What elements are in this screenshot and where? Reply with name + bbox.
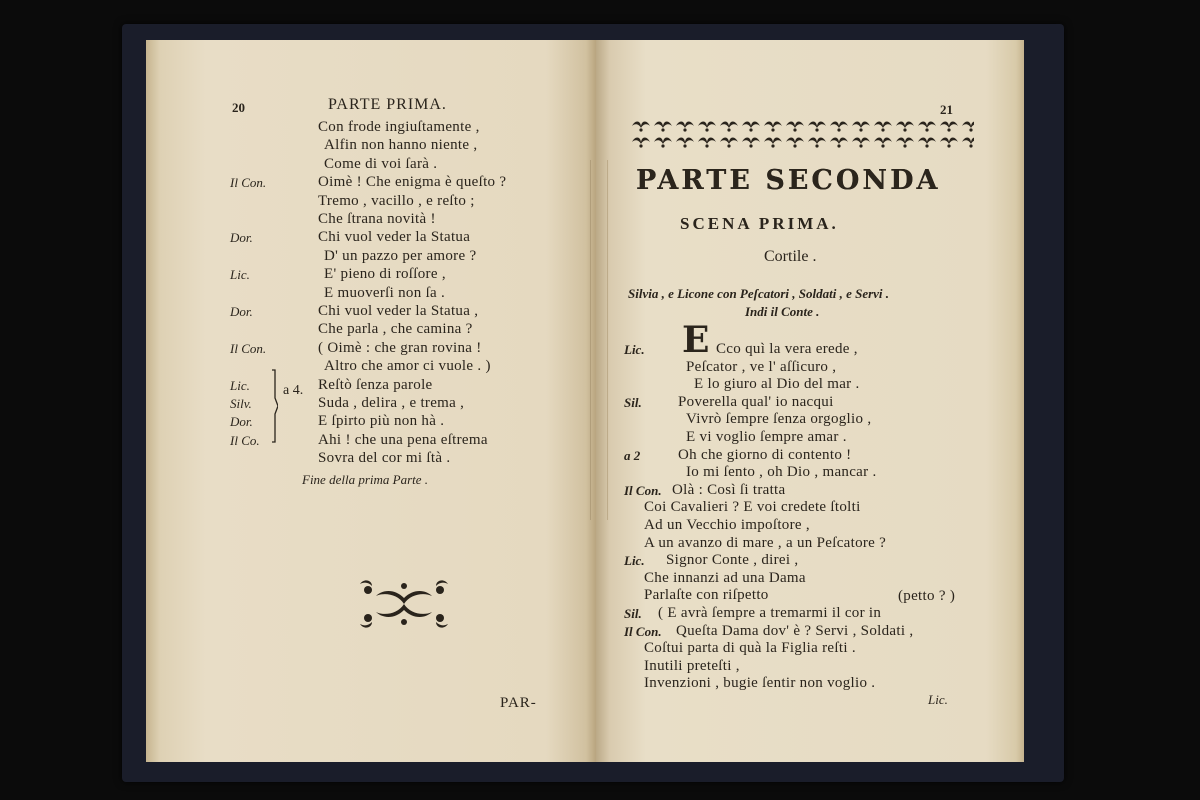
verse-line: Suda , delira , e trema , (318, 395, 465, 411)
verse-line: Io mi ſento , oh Dio , mancar . (686, 464, 877, 481)
verse-line: Con frode ingiuſtamente , (318, 119, 480, 135)
speaker-label: Dor. (230, 304, 253, 319)
verse-line: Cco quì la vera erede , (716, 341, 858, 357)
scene-heading: SCENA PRIMA. (680, 214, 839, 233)
cast-line-2: Indi il Conte . (745, 304, 820, 319)
cast-line-1: Silvia , e Licone con Peſcatori , Soldati , e Servi . (628, 286, 890, 301)
ensemble-marker: a 4. (283, 383, 304, 398)
speaker-label: Sil. (624, 606, 642, 621)
speaker-label: a 2 (624, 447, 641, 463)
speaker-label: Dor. (230, 414, 253, 430)
verse-line: Signor Conte , direi , (666, 552, 799, 569)
running-head: PARTE PRIMA. (328, 96, 447, 113)
verse-line: Altro che amor ci vuole . ) (324, 358, 491, 375)
speaker-label: Il Con. (624, 482, 662, 498)
verse-line: ( E avrà ſempre a tremarmi il cor in (658, 605, 882, 621)
verse-line: Come di voi ſarà . (324, 155, 438, 172)
verse-line: Chi vuol veder la Statua , (318, 303, 479, 319)
speaker-label: Lic. (624, 342, 645, 357)
scene-setting: Cortile . (764, 248, 817, 265)
verse-line: Reſtò ſenza parole (318, 376, 433, 393)
speaker-label: Silv. (230, 396, 252, 411)
speaker-label: Il Con. (624, 623, 662, 639)
speaker-label: Il Con. (230, 175, 267, 191)
page-number-left: 20 (232, 100, 245, 115)
verse-line: Chi vuol veder la Statua (318, 229, 471, 246)
verse-line: Coſtui parta di quà la Figlia reſti . (644, 640, 856, 657)
verse-line: Ahi ! che una pena eſtrema (318, 431, 488, 448)
verse-line: Queſta Dama dov' è ? Servi , Soldati , (676, 622, 914, 639)
verse-line: Che ſtrana novità ! (318, 211, 436, 227)
verse-line: Tremo , vacillo , e reſto ; (318, 192, 475, 209)
verse-line: Inutili preteſti , (644, 657, 740, 674)
verse-line: Peſcator , ve l' aſſicuro , (686, 358, 837, 375)
speaker-label: Sil. (624, 394, 642, 410)
verse-line: Poverella qual' io nacqui (678, 393, 834, 410)
speaker-label: Lic. (230, 377, 250, 393)
overflow-petto: (petto ? ) (898, 588, 956, 604)
verse-line: Alfin non hanno niente , (324, 137, 478, 154)
page-number-right: 21 (940, 102, 953, 117)
verse-line: D' un pazzo per amore ? (324, 247, 477, 264)
speaker-label: Lic. (624, 553, 645, 569)
verse-line: E lo giuro al Dio del mar . (694, 376, 860, 393)
verse-line: Invenzioni , bugie ſentir non voglio . (644, 675, 876, 692)
verse-line: Ad un Vecchio impoſtore , (644, 517, 810, 533)
book-gutter (590, 160, 608, 520)
verse-line: E vi voglio ſempre amar . (686, 429, 847, 445)
speaker-label: Lic. (230, 267, 250, 283)
catchword-left: PAR- (500, 695, 537, 711)
verse-line: Coi Cavalieri ? E voi credete ſtolti (644, 499, 861, 516)
verse-line: Parlaſte con riſpetto (644, 587, 769, 604)
speaker-label: Il Co. (230, 432, 260, 448)
speaker-label: Dor. (230, 230, 253, 246)
verse-line: Oh che giorno di contento ! (678, 446, 852, 463)
verse-line: Vivrò ſempre ſenza orgoglio , (686, 411, 872, 428)
verse-line: E muoverſi non ſa . (324, 284, 446, 301)
fine-della-prima-parte: Fine della prima Parte . (302, 472, 429, 487)
speaker-label: Il Con. (230, 340, 267, 356)
verse-line: Olà : Così ſi tratta (672, 481, 786, 498)
floral-ornament (354, 574, 454, 634)
verse-line: ( Oimè : che gran rovina ! (318, 339, 482, 356)
verse-line: Sovra del cor mi ſtà . (318, 450, 451, 467)
verse-line: Che innanzi ad una Dama (644, 569, 806, 586)
verse-line: E' pieno di roſſore , (324, 266, 446, 283)
verse-line: E ſpirto più non hà . (318, 413, 445, 430)
verse-line: Che parla , che camina ? (318, 321, 473, 338)
ensemble-brace (270, 368, 278, 444)
drop-cap: E (682, 319, 710, 361)
part-title: PARTE SECONDA (636, 165, 941, 196)
catchword-right: Lic. (928, 692, 948, 707)
verse-line: Oimè ! Che enigma è queſto ? (318, 174, 507, 191)
ornamental-band (630, 118, 974, 150)
verse-line: A un avanzo di mare , a un Peſcatore ? (644, 534, 887, 551)
